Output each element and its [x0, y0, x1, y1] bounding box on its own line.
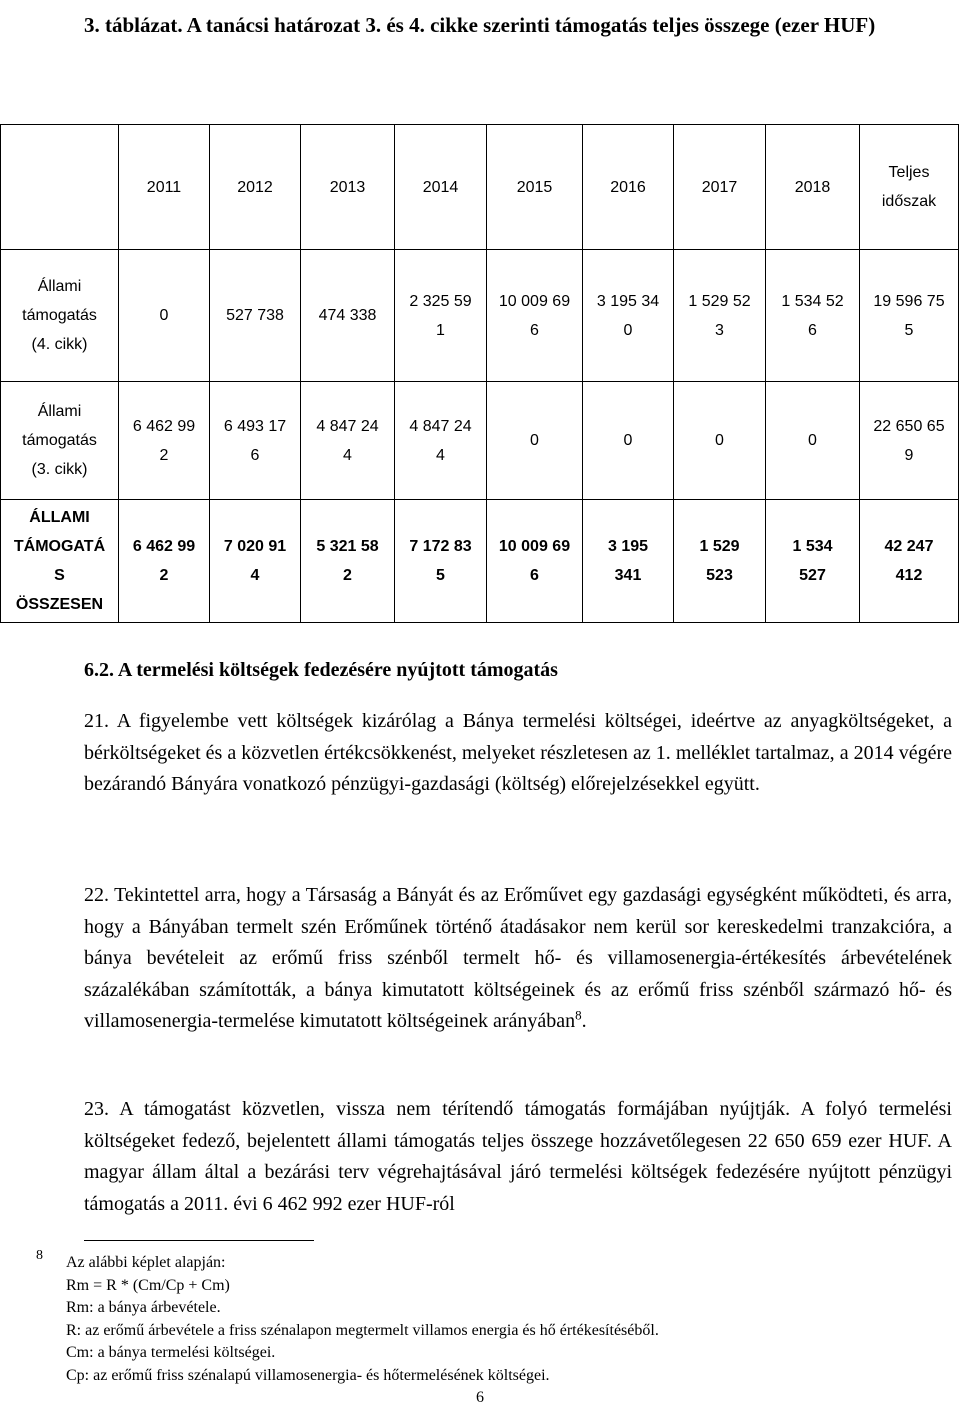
- table-header-row: [1, 125, 959, 250]
- header-cell: Teljes időszak: [860, 125, 959, 250]
- table-cell: 4 847 24 4: [395, 382, 487, 500]
- table-row-total: [1, 500, 959, 623]
- table-cell: 474 338: [301, 250, 395, 382]
- row-label: ÁLLAMI TÁMOGATÁ S ÖSSZESEN: [1, 500, 119, 623]
- footnote-line: Rm: a bánya árbevétele.: [66, 1299, 221, 1316]
- table-cell: 0: [119, 250, 210, 382]
- table-cell: 527 738: [210, 250, 301, 382]
- paragraph-number: 21.: [84, 710, 109, 732]
- header-cell: [1, 125, 119, 250]
- table-row: [1, 250, 959, 382]
- table-caption: 3. táblázat. A tanácsi határozat 3. és 4. cikke szerinti támogatás teljes összege (ezer HUF): [84, 13, 876, 37]
- table-cell: 6 493 17 6: [210, 382, 301, 500]
- table-cell: 5 321 58 2: [301, 500, 395, 623]
- table-row: [1, 382, 959, 500]
- table-cell: 3 195 34 0: [583, 250, 674, 382]
- table-cell: 6 462 99 2: [119, 500, 210, 623]
- page-number: 6: [476, 1389, 484, 1406]
- footnote-line: Cm: a bánya termelési költségei.: [66, 1344, 276, 1361]
- footnote-line: Az alábbi képlet alapján:: [66, 1254, 226, 1271]
- table-cell: 7 020 91 4: [210, 500, 301, 623]
- table-cell: 19 596 75 5: [860, 250, 959, 382]
- table-cell: 7 172 83 5: [395, 500, 487, 623]
- paragraph-text: A figyelembe vett költségek kizárólag a Bánya termelési költségei, ideértve az anyagköltségeket, a bérköltségeket és a közvetlen értékcsökkenést, melyeket részletesen az 1. melléklet tartalmaz, a 2014 végére bezárandó Bányára vonatkozó pénzügyi-gazdasági (költség) előrejelzésekkel együtt.: [84, 710, 952, 795]
- paragraph-text: A támogatást közvetlen, vissza nem térítendő támogatás formájában nyújtják. A folyó termelési költségeket fedező, bejelentett állami támogatás teljes összege hozzávetőlegesen 22 650 659 ezer HUF. A magyar állam által a bezárási terv végrehajtásával járó termelési költségek fedezésére nyújtott pénzügyi támogatás a 2011. évi 6 462 992 ezer HUF-ról: [84, 1098, 952, 1215]
- table-cell: 0: [583, 382, 674, 500]
- footnote-line: R: az erőmű árbevétele a friss szénalapon megtermelt villamos energia és hő értékesítéséből.: [66, 1321, 659, 1339]
- support-table: [0, 124, 959, 623]
- footnote-ref[interactable]: 8: [575, 1007, 582, 1023]
- table-cell: 1 529 52 3: [674, 250, 766, 382]
- paragraph-number: 23.: [84, 1098, 109, 1120]
- table-cell: 42 247 412: [860, 500, 959, 623]
- table-cell: 1 534 527: [766, 500, 860, 623]
- paragraph-end: .: [581, 1010, 587, 1032]
- row-label: Állami támogatás (3. cikk): [1, 382, 119, 500]
- header-cell: 2012: [210, 125, 301, 250]
- header-cell: 2011: [119, 125, 210, 250]
- table-cell: 10 009 69 6: [487, 500, 583, 623]
- header-cell: 2013: [301, 125, 395, 250]
- paragraph-22: [84, 880, 952, 1038]
- table-cell: 1 534 52 6: [766, 250, 860, 382]
- footnote: [66, 1252, 946, 1387]
- table-cell: 3 195 341: [583, 500, 674, 623]
- paragraph-21: [84, 706, 952, 801]
- table-cell: 0: [766, 382, 860, 500]
- header-cell: 2014: [395, 125, 487, 250]
- paragraph-23: [84, 1094, 952, 1220]
- table-cell: 2 325 59 1: [395, 250, 487, 382]
- footnote-line: Cp: az erőmű friss szénalapú villamosenergia- és hőtermelésének költségei.: [66, 1366, 550, 1384]
- table-cell: 4 847 24 4: [301, 382, 395, 500]
- header-cell: 2018: [766, 125, 860, 250]
- section-title: 6.2. A termelési költségek fedezésére nyújtott támogatás: [84, 659, 558, 681]
- paragraph-text: Tekintettel arra, hogy a Társaság a Bányát és az Erőművet egy gazdasági egységként működteti, és arra, hogy a Bányában termelt szén Erőműnek történő átadásakor nem kerül sor kereskedelmi tranzakcióra, a bánya bevételeit az erőmű friss szénből termelt hő- és villamosenergia-értékesítés árbevételének százalékában számították, a bánya kimutatott költségeinek és az erőmű friss szénből származó hő- és villamosenergia-termelése kimutatott költségeinek arányában: [84, 884, 952, 1032]
- paragraph-number: 22.: [84, 884, 109, 906]
- row-label: Állami támogatás (4. cikk): [1, 250, 119, 382]
- table-cell: 10 009 69 6: [487, 250, 583, 382]
- table-cell: 22 650 65 9: [860, 382, 959, 500]
- footnote-divider: [84, 1240, 314, 1241]
- footnote-line: Rm = R * (Cm/Cp + Cm): [66, 1276, 230, 1294]
- table-cell: 0: [674, 382, 766, 500]
- footnote-mark: 8: [36, 1248, 43, 1263]
- header-cell: 2015: [487, 125, 583, 250]
- header-cell: 2016: [583, 125, 674, 250]
- table-cell: 6 462 99 2: [119, 382, 210, 500]
- table-cell: 0: [487, 382, 583, 500]
- table-cell: 1 529 523: [674, 500, 766, 623]
- header-cell: 2017: [674, 125, 766, 250]
